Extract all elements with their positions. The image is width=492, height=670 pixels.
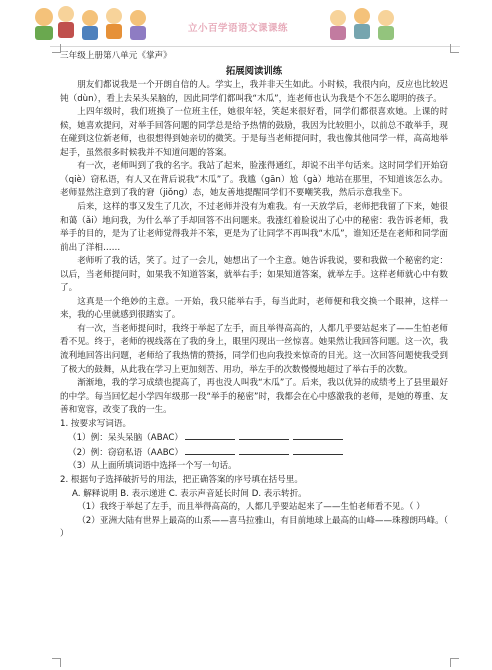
cartoon-kids-illustration xyxy=(35,6,146,40)
answer-blank[interactable] xyxy=(239,446,289,455)
doc-header xyxy=(60,50,448,64)
question-1-item-3: （3）从上面所填词语中选择一个写一句话。 xyxy=(68,461,237,472)
answer-blank[interactable] xyxy=(185,431,235,440)
paragraph-5: 老师听了我的话，笑了。过了一会儿，她想出了一个主意。她告诉我说，要和我做一个秘密约定：以后，当老师提问时，如果我不知道答案，就举右手；如果知道答案，就举左手。这样老师就心中有数了。 xyxy=(60,256,448,294)
paragraph-6: 这真是一个绝妙的主意。一开始，我只能举右手，每当此时，老师便和我交换一个眼神，这样一来，我的心里就感到很踏实了。 xyxy=(60,296,448,321)
corner-mark-top-right xyxy=(450,44,459,53)
paragraph-2: 上四年级时，我们班换了一位班主任，她很年轻，笑起来很好看，同学们都很喜欢她。上课的时候，她喜欢提问，对举手回答问题的同学总是给予热情的鼓励，我因为比较胆小，以前总不敢举手，现在碰到这位新老师，也很想得到她亲切的微笑。于是每当老师提问时，我也像其他同学一样，高高地举起手，虽然很多时候我并不知道问题的答案。 xyxy=(60,107,448,158)
question-2-sentence-2: （2）亚洲大陆有世界上最高的山系——喜马拉雅山，有目前地球上最高的山峰——珠穆朗玛峰。（ ） xyxy=(60,515,448,540)
paragraph-3: 有一次，老师叫到了我的名字。我站了起来，脸涨得通红，却说不出半句话来。这时同学们开始窃（qiè）窃私语，有人又在背后说我“木瓜”了。我尴（gān）尬（gà）地站在那里，不知道该怎么办。老师显然注意到了我的窘（jiǒng）态，她友善地提醒同学们不要嘲笑我，然后示意我坐下。 xyxy=(60,161,448,199)
answer-blank[interactable] xyxy=(185,446,235,455)
question-1-item-1 xyxy=(68,431,448,446)
question-2-options: A. 解释说明 B. 表示递进 C. 表示声音延长时间 D. 表示转折。 xyxy=(72,488,307,499)
answer-blank[interactable] xyxy=(239,431,289,440)
question-2-sentence-1: （1）我终于举起了左手，而且举得高高的，人都几乎要站起来了——生怕老师看不见。（ ） xyxy=(77,502,425,513)
heading-text: 拓展阅读训练 xyxy=(225,65,283,77)
question-1-title: 1. 按要求写词语。 xyxy=(60,418,132,429)
header-text: 三年级上册第八单元《掌声》 xyxy=(60,51,172,61)
paragraph-4: 后来，这样的事又发生了几次，不过老师并没有为难我。有一天放学后，老师把我留了下来，她很和蔼（ǎi）地问我，为什么举了手却回答不出问题来。我涨红着脸说出了心中的秘密：我告诉老师，我举手的目的，是为了让老师觉得我并不笨，更是为了让同学不再叫我“木瓜”，谁知还是在老师和同学面前出了洋相…… xyxy=(60,202,449,253)
question-2-title: 2. 根据句子选择破折号的用法，把正确答案的序号填在括号里。 xyxy=(60,474,303,485)
corner-mark-bottom-left xyxy=(52,658,61,667)
paragraph-1: 朋友们都说我是一个开朗自信的人。学实上，我并非天生如此。小时候，我很内向，反应也比较迟钝（dùn），看上去呆头呆脑的，因此同学们都叫我“木瓜”，连老师也认为我是个不怎么聪明的孩子。 xyxy=(60,80,448,104)
paragraph-8: 渐渐地，我的学习成绩也提高了，再也没人叫我“木瓜”了。后来，我以优异的成绩考上了县里最好的中学。每当回忆起小学四年级那一段“举手的秘密”时，我都会在心中感激我的老师，是她的尊重、友善和宽容，改变了我的一生。 xyxy=(60,378,448,416)
cartoon-kids-right-illustration xyxy=(330,8,394,40)
corner-mark-bottom-right xyxy=(450,658,459,667)
question-1-item-1-text: （1）例：呆头呆脑（ABAC） xyxy=(68,433,183,444)
document-body xyxy=(60,50,448,542)
banner-title: 立小百学语语文课课练 xyxy=(188,23,289,34)
answer-blank[interactable] xyxy=(293,446,343,455)
banner-divider xyxy=(50,46,460,47)
question-1-item-2 xyxy=(68,446,448,461)
doc-heading xyxy=(60,65,448,79)
paragraph-7: 有一次，当老师提问时，我终于举起了左手，而且举得高高的，人都几乎要站起来了——生怕老师看不见。终于，老师的视线落在了我的身上，眼里闪现出一丝惊喜。她果然让我回答问题。这一次，我流利地回答出问题，老师给了我热情的赞扬，同学们也向我投来惊奇的目光。这一次回答问题使我受到了极大的鼓舞，从此我在学习上更加刻苦、用功，举左手的次数慢慢地超过了举右手的次数。 xyxy=(60,323,448,375)
question-1-item-2-text: （2）例：窃窃私语（AABC） xyxy=(68,447,184,458)
answer-blank[interactable] xyxy=(293,431,343,440)
